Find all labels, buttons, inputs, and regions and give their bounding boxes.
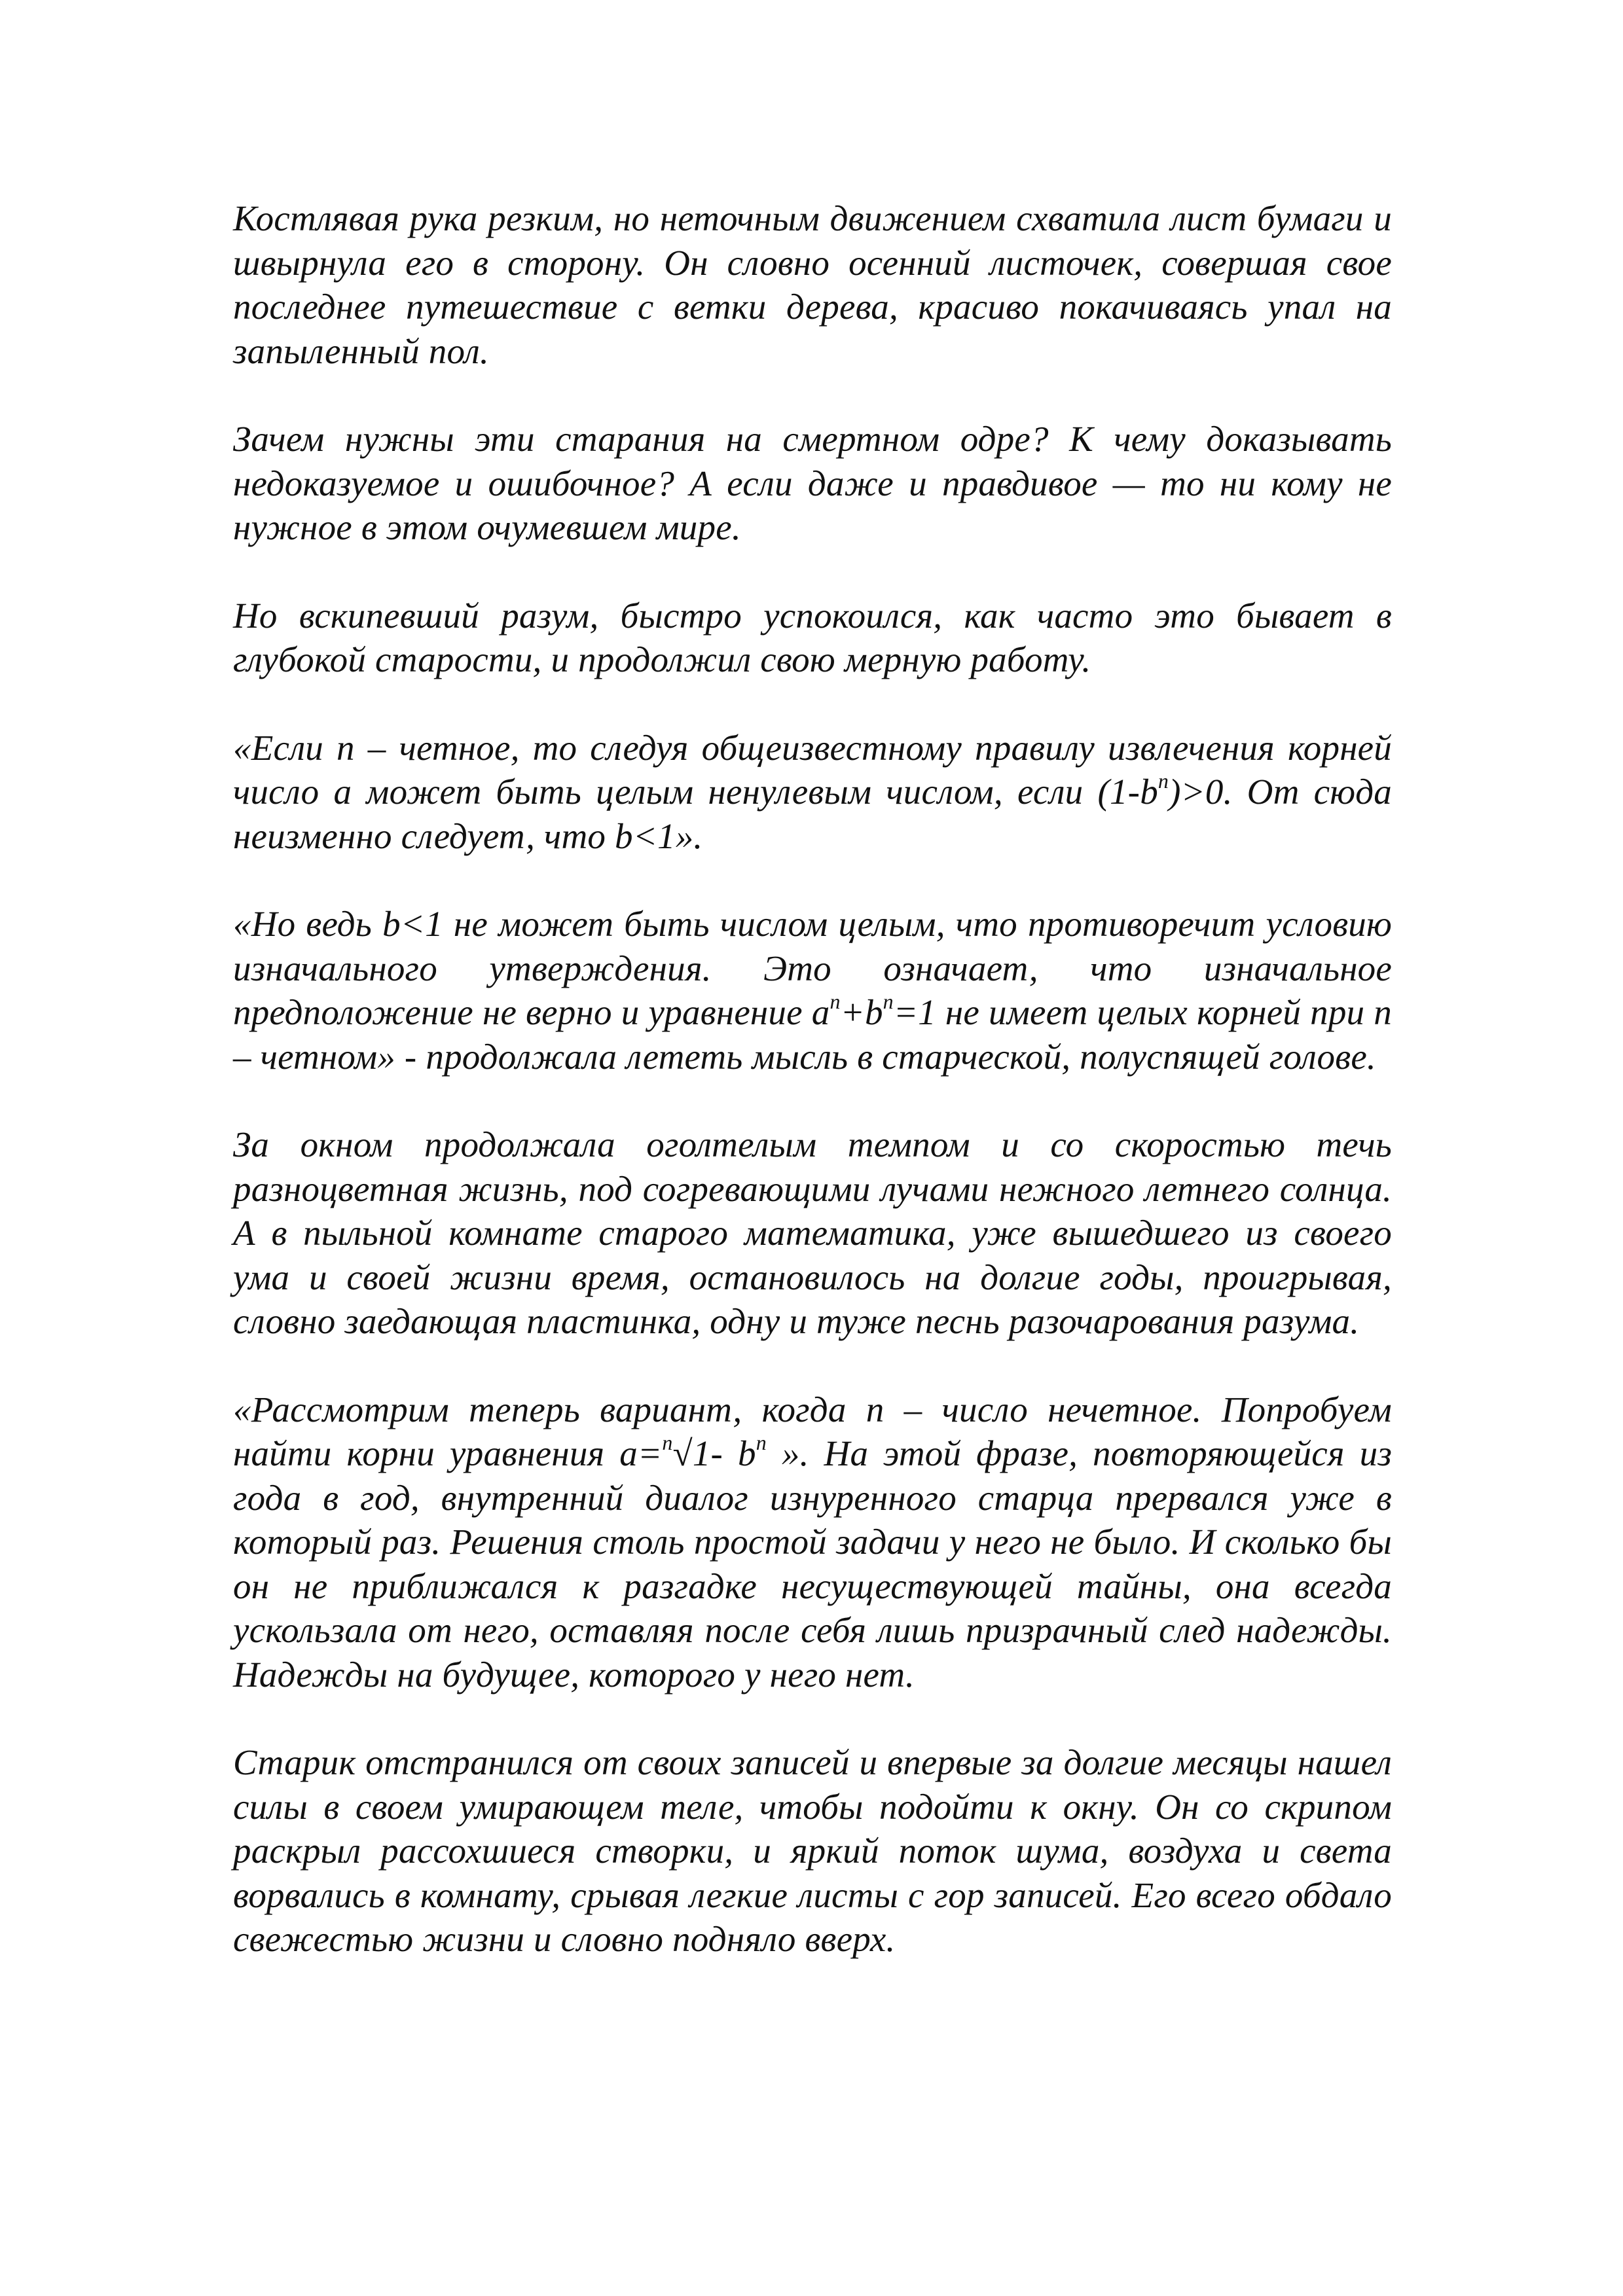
paragraph-8: Старик отстранился от своих записей и впервые за долгие месяцы нашел силы в своем умирающем теле, чтобы подойти к окну. Он со скрипом раскрыл рассохшиеся створки, и яркий поток шума, воздуха и света ворвались в комнату, срывая легкие листы с гор записей. Его всего обдало свежестью жизни и словно подняло вверх. [233, 1742, 1392, 1959]
exponent-n: n [1158, 770, 1169, 793]
paragraph-7 [233, 1388, 1392, 1697]
paragraph-5-text-after: =1 не имеет целых корней при n – четном» - продолжала лететь мысль в старческой, полуспящей голове. [233, 992, 1392, 1077]
paragraph-6: За окном продолжала оголтелым темпом и со скоростью течь разноцветная жизнь, под согревающими лучами нежного летнего солнца. А в пыльной комнате старого математика, уже вышедшего из своего ума и своей жизни время, остановилось на долгие годы, проигрывая, словно заедающая пластинка, одну и туже песнь разочарования разума. [233, 1124, 1392, 1341]
document-page [233, 196, 1392, 2005]
exponent-n-a: n [830, 990, 841, 1014]
paragraph-2: Зачем нужны эти старания на смертном одре? К чему доказывать недоказуемое и ошибочное? А если даже и правдивое — то ни кому не нужное в этом очумевшем мире. [233, 419, 1392, 547]
paragraph-1: Костлявая рука резким, но неточным движением схватила лист бумаги и швырнула его в сторону. Он словно осенний листочек, совершая свое последнее путешествие с ветки дерева, красиво покачиваясь упал на запыленный пол. [233, 198, 1392, 371]
paragraph-5-text-before: «Но ведь b<1 не может быть числом целым, что противоречит условию изначального утверждения. Это означает, что изначальное предположение не верно и уравнение a [233, 904, 1392, 1032]
paragraph-5-text-mid: +b [840, 992, 883, 1032]
exponent-n-b: n [883, 990, 894, 1014]
paragraph-7-text-after: ». На этой фразе, повторяющейся из года в год, внутренний диалог изнуренного старца прервался уже в который раз. Решения столь простой задачи у него не было. И сколько бы он не приближался к разгадке несуществующей тайны, она всегда ускользала от него, оставляя после себя лишь призрачный след надежды. Надежды на будущее, которого у него нет. [233, 1433, 1392, 1695]
paragraph-4 [233, 726, 1392, 859]
paragraph-7-text-mid: √1- b [672, 1433, 756, 1473]
paragraph-7-text-before: «Рассмотрим теперь вариант, когда n – число нечетное. Попробуем найти корни уравнения a= [233, 1389, 1392, 1473]
root-index-n: n [662, 1431, 673, 1455]
paragraph-5 [233, 902, 1392, 1079]
exponent-n-b: n [756, 1431, 767, 1455]
paragraph-3: Но вскипевший разум, быстро успокоился, как часто это бывает в глубокой старости, и продолжил свою мерную работу. [233, 595, 1392, 679]
paragraph-4-text-before: «Если n – четное, то следуя общеизвестному правилу извлечения корней число a может быть целым ненулевым числом, если (1-b [233, 727, 1392, 812]
paragraph-4-text-after: )>0. От сюда неизменно следует, что b<1». [233, 772, 1392, 856]
